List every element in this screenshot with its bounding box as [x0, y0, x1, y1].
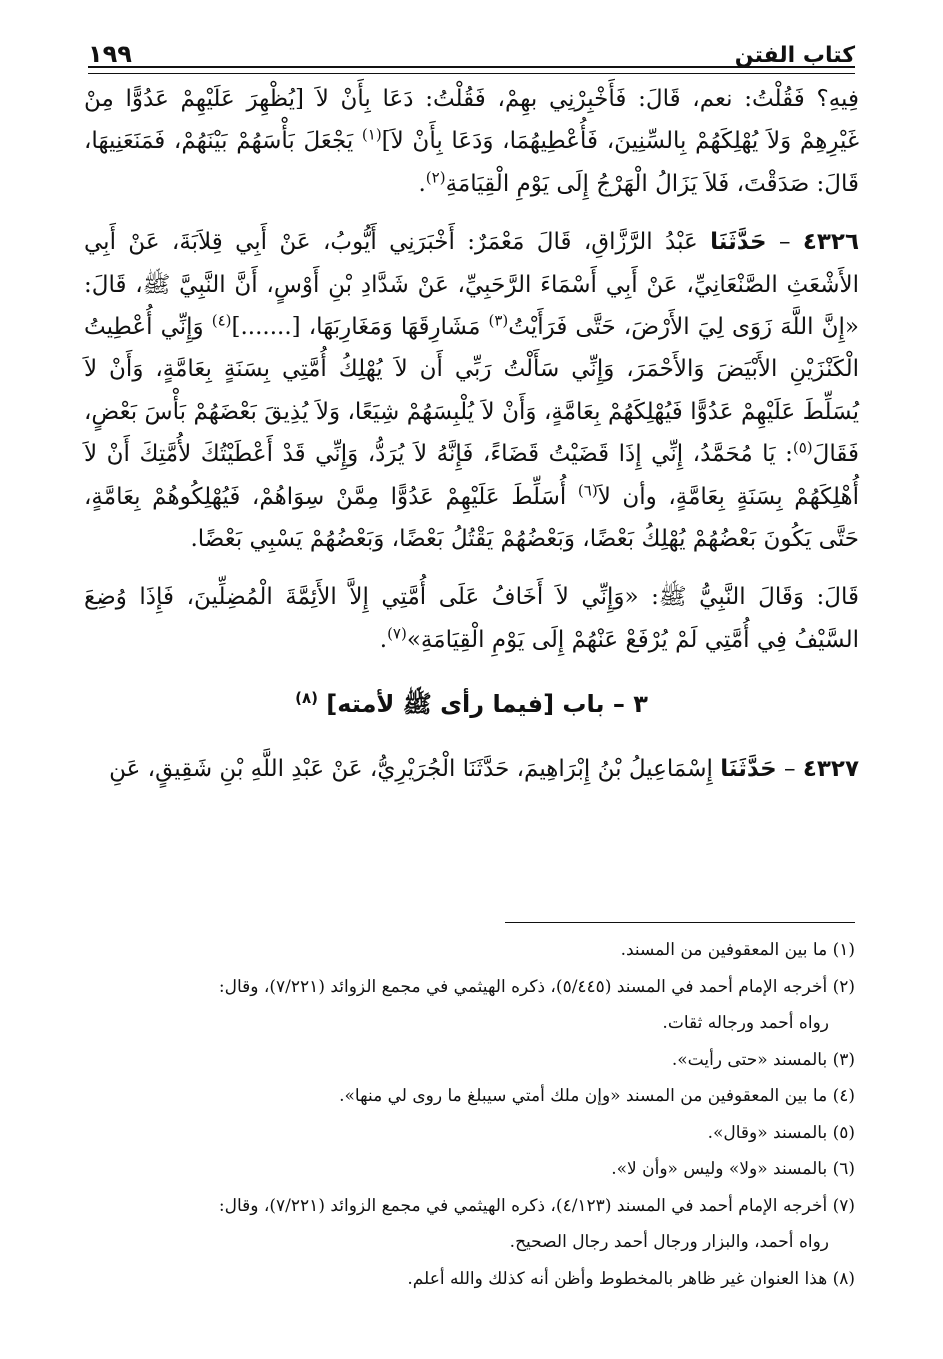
text-run: ٣ – باب [فيما رأى ﷺ لأمته] — [317, 690, 648, 719]
paragraph — [84, 576, 859, 661]
footnote-text: (٥) بالمسند «وقال». — [707, 1122, 855, 1143]
footnote-reference: (٦) — [577, 481, 598, 499]
footnote — [84, 1151, 855, 1188]
footnote-text: (٦) بالمسند «ولا» وليس «وأن لا». — [611, 1159, 855, 1179]
page-header — [88, 28, 855, 68]
footnote-continuation: رواه أحمد، والبزار ورجال أحمد رجال الصحيح. — [509, 1232, 829, 1252]
footnote-reference: (١) — [361, 125, 382, 144]
hadith-number: ٤٣٢٧ — [802, 755, 859, 782]
page-number: ١٩٩ — [88, 40, 132, 68]
footnote-reference: (٥) — [792, 438, 813, 457]
footnote — [84, 1078, 855, 1115]
footnote-text: (٨) هذا العنوان غير ظاهر بالمخطوط وأظن أنه كذلك والله أعلم. — [407, 1268, 855, 1289]
text-run: عَبْدُ الرَّزَّاقِ، قَالَ مَعْمَرٌ: أَخْبَرَنِي أَيُّوبُ، عَنْ أَبِي قِلاَبَةَ، عَنْ أَبِي الأَشْعَثِ الصَّنْعَانِيِّ، عَنْ أَبِي أَسْمَاءَ الرَّحَبِيِّ، عَنْ شَدَّادِ بْنِ أَوْسٍ، أَنَّ النَّبِيَّ ﷺ، قَالَ: «إِنَّ اللَّهَ زَوَى لِيَ الأَرْضَ، حَتَّى فَرَأَيْتُ — [84, 229, 859, 341]
footnote-reference: (٢) — [425, 168, 446, 187]
paragraph — [84, 748, 859, 790]
isnad-lead-word: حَدَّثَنَا — [710, 229, 767, 256]
footnote — [84, 1188, 855, 1261]
text-run: وَإِنِّي أُعْطِيتُ الْكَنْزَيْنِ الأَبْيَضَ وَالأَحْمَرَ، وَإِنِّي سَأَلْتُ رَبِّي أَن لاَ يُهْلِكُ أُمَّتِي بِسَنَةٍ بِعَامَّةٍ، وَأَنْ لاَ يُسَلِّطَ عَلَيْهِمْ عَدُوًّا فَيُهْلِكَهُمْ بِعَامَّةٍ، وَأَنْ لاَ يُلْبِسَهُمْ شِيَعًا، وَلاَ يُذِيقَ بَعْضَهُمْ بَأْسَ بَعْضٍ، فَقَالَ — [84, 314, 859, 468]
footnote-reference: (٣) — [488, 311, 509, 330]
text-run: فِيهِ؟ فَقُلْتُ: نعم، قَالَ: فَأَخْبِرْنِي بهِمْ، فَقُلْتُ: دَعَا بِأَنْ لاَ [يُظْهِرَ عَلَيْهِمْ عَدُوًّا مِنْ غَيْرِهِمْ وَلاَ يُهْلِكَهُمْ بِالسِّنِينَ، فَأُعْطِيهُمَا، وَدَعَا بِأَنْ لاَ] — [84, 86, 859, 155]
text-run: قَالَ: وَقَالَ النَّبِيُّ ﷺ: «وَإِنِّي لاَ أَخَافُ عَلَى أُمَّتِي إِلاَّ الأَئِمَّةَ الْمُضِلِّينَ، فَإِذَا وُضِعَ السَّيْفُ فِي أُمَّتِي لَمْ يُرْفَعْ عَنْهُمْ إِلَى يَوْمِ الْقِيَامَةِ» — [84, 584, 859, 653]
footnote — [84, 1261, 855, 1298]
footnote — [84, 969, 855, 1042]
text-run: – — [776, 755, 803, 782]
running-title: كتاب الفتن — [734, 43, 855, 68]
header-rule — [88, 66, 855, 74]
chapter-heading — [84, 683, 859, 725]
footnote-text: (١) ما بين المعقوفين من المسند. — [620, 940, 855, 960]
paragraph — [84, 221, 859, 560]
footnote-text: (٧) أخرجه الإمام أحمد في المسند (٤/١٢٣)، ذكره الهيثمي في مجمع الزوائد (٧/٢٢١)، وقال: — [218, 1195, 855, 1216]
text-run: . — [418, 170, 426, 197]
footnote-continuation: رواه أحمد ورجاله ثقات. — [662, 1013, 829, 1033]
footnote-reference: (٨) — [295, 689, 318, 708]
text-run: : يَا مُحَمَّدُ، إِنِّي إِذَا قَضَيْتُ قَضَاءً، فَإِنَّهُ لاَ يُرَدُّ، وَإِنِّي قَدْ أَعْطَيْتُكَ لأُمَّتِكَ أَنْ لاَ أُهْلِكَهُمْ بِسَنَةٍ بِعَامَّةٍ، وأن لاَ — [84, 441, 860, 510]
footnote-text: (٣) بالمسند «حتى رأيت». — [671, 1049, 855, 1070]
text-run: مَشَارِقَهَا وَمَغَارِبَهَا، [.......] — [231, 314, 489, 341]
hadith-number: ٤٣٢٦ — [802, 229, 859, 256]
footnote-text: (٢) أخرجه الإمام أحمد في المسند (٥/٤٤٥)، ذكره الهيثمي في مجمع الزوائد (٧/٢٢١)، وقال: — [218, 976, 855, 997]
footnote-reference: (٧) — [387, 624, 407, 643]
footnote-reference: (٤) — [211, 311, 232, 330]
footnote — [84, 932, 855, 969]
isnad-lead-word: حَدَّثَنَا — [720, 755, 777, 782]
main-text — [84, 78, 859, 790]
text-run: . — [379, 626, 388, 653]
paragraph — [84, 78, 859, 205]
footnote-text: (٤) ما بين المعقوفين من المسند «وإن ملك أمتي سيبلغ ما روى لي منها». — [339, 1086, 855, 1106]
footnote-separator — [505, 922, 855, 923]
text-run: – — [766, 229, 803, 256]
footnote — [84, 1115, 855, 1152]
text-run: إِسْمَاعِيلُ بْنُ إِبْرَاهِيمَ، حَدَّثَنَا الْجُرَيْرِيُّ، عَنْ عَبْدِ اللَّهِ بْنِ شَقِيقٍ، عَنِ — [109, 755, 721, 782]
text-run: أُسَلِّطَ عَلَيْهِمْ عَدُوًّا مِمَّنْ سِوَاهُمْ، فَيُهْلِكُوهُمْ بِعَامَّةٍ، حَتَّى يَكُونَ بَعْضُهُمْ يُهْلِكُ بَعْضًا، وَبَعْضُهُمْ يَقْتُلُ بَعْضًا، وَبَعْضُهُمْ يَسْبِي بَعْضًا. — [84, 483, 859, 553]
footnote — [84, 1042, 855, 1079]
text-run: يَجْعَلَ بَأْسَهُمْ بَيْنَهُمْ، فَمَنَعَنِيهَا، قَالَ: صَدَقْتَ، فَلاَ يَزَالُ الْهَرْجُ إِلَى يَوْمِ الْقِيَامَةِ — [84, 128, 859, 197]
footnotes — [84, 932, 855, 1297]
